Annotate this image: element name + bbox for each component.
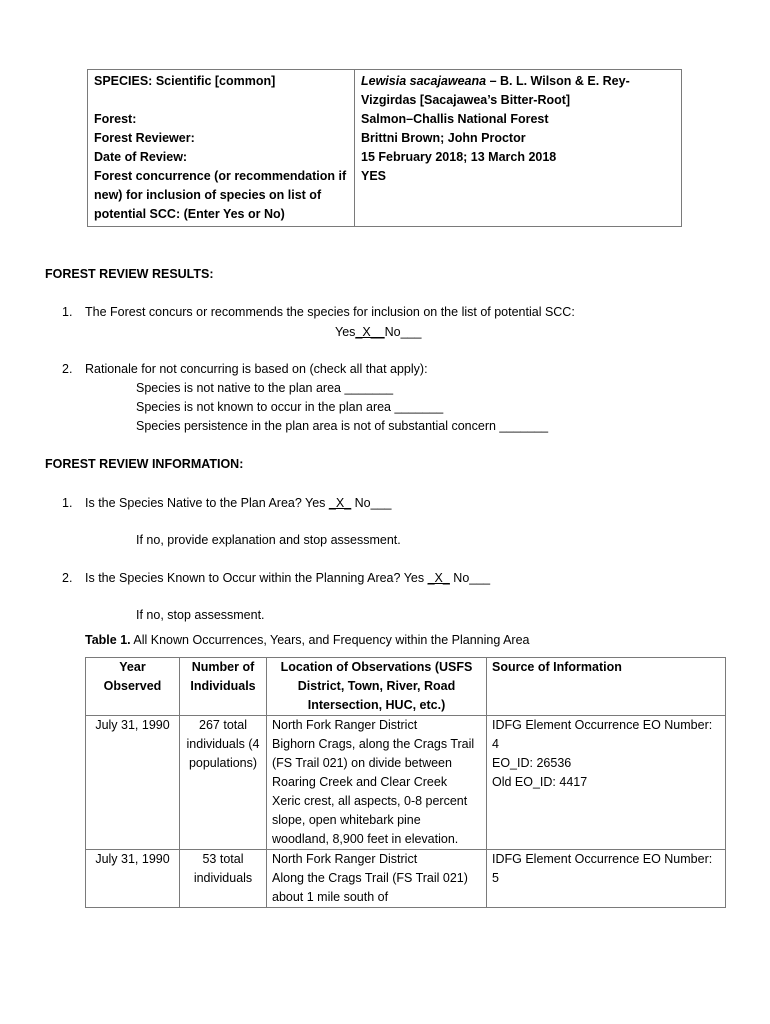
header-individuals: Number of Individuals — [180, 658, 267, 716]
yes-label: Yes — [335, 325, 356, 339]
item-number: 1. — [62, 496, 73, 510]
yes-mark: _X_ — [427, 571, 450, 585]
reviewer-value: Brittni Brown; John Proctor — [355, 129, 682, 148]
cell-source — [487, 850, 726, 908]
cell-location — [267, 850, 487, 908]
concur-statement: The Forest concurs or recommends the species for inclusion on the list of potential SCC: — [85, 305, 575, 319]
location-line: Along the Crags Trail (FS Trail 021) about 1 mile south of — [272, 871, 468, 904]
reviewer-label: Forest Reviewer: — [88, 129, 355, 148]
location-line: Xeric crest, all aspects, 0-8 percent slope, open whitebark pine woodland, 8,900 feet in elevation. — [272, 794, 468, 846]
rationale-option: Species is not known to occur in the plan area _______ — [136, 400, 444, 414]
concurrence-label: Forest concurrence (or recommendation if new) for inclusion of species on list of potential SCC: (Enter Yes or No) — [88, 167, 355, 227]
no-label: No___ — [384, 325, 422, 339]
source-line: IDFG Element Occurrence EO Number: 5 — [492, 852, 713, 885]
source-line: Old EO_ID: 4417 — [492, 775, 588, 789]
native-note: If no, provide explanation and stop assessment. — [136, 533, 401, 547]
forest-label: Forest: — [88, 110, 355, 129]
table-header-row — [86, 658, 726, 716]
occurrences-table — [85, 657, 726, 908]
header-source: Source of Information — [487, 658, 726, 716]
review-results-heading: FOREST REVIEW RESULTS: — [45, 267, 214, 281]
review-date-label: Date of Review: — [88, 148, 355, 167]
species-label: SPECIES: Scientific [common] — [88, 70, 355, 111]
table-row — [86, 716, 726, 850]
header-location: Location of Observations (USFS District, Town, River, Road Intersection, HUC, etc.) — [267, 658, 487, 716]
yes-mark: _X_ — [328, 496, 352, 510]
cell-individuals: 53 total individuals — [180, 850, 267, 908]
yes-mark: _X__ — [355, 325, 385, 339]
no-label: No___ — [351, 496, 392, 510]
source-line: EO_ID: 26536 — [492, 756, 572, 770]
review-information-heading: FOREST REVIEW INFORMATION: — [45, 457, 244, 471]
location-line: Bighorn Crags, along the Crags Trail (FS Trail 021) on divide between Roaring Creek and Clear Creek — [272, 737, 475, 789]
table-caption-text: All Known Occurrences, Years, and Frequency within the Planning Area — [130, 633, 530, 647]
concurrence-value: YES — [355, 167, 682, 227]
occurrence-question-text: Is the Species Known to Occur within the Planning Area? Yes — [85, 571, 428, 585]
review-date-value: 15 February 2018; 13 March 2018 — [355, 148, 682, 167]
item-number: 1. — [62, 305, 73, 319]
scientific-name: Lewisia sacajaweana — [361, 74, 487, 88]
no-label: No___ — [449, 571, 491, 585]
item-number: 2. — [62, 571, 73, 585]
occurrence-note: If no, stop assessment. — [136, 608, 265, 622]
item-number: 2. — [62, 362, 73, 376]
location-line: North Fork Ranger District — [272, 718, 418, 732]
species-authors: – B. L. Wilson & E. Rey-Vizgirdas [Sacajawea’s Bitter-Root] — [361, 74, 630, 107]
cell-individuals: 267 total individuals (4 populations) — [180, 716, 267, 850]
rationale-option: Species persistence in the plan area is not of substantial concern _______ — [136, 419, 549, 433]
source-line: IDFG Element Occurrence EO Number: 4 — [492, 718, 713, 751]
forest-value: Salmon–Challis National Forest — [355, 110, 682, 129]
rationale-statement: Rationale for not concurring is based on (check all that apply): — [85, 362, 428, 376]
table-row — [86, 850, 726, 908]
location-line: North Fork Ranger District — [272, 852, 418, 866]
cell-year: July 31, 1990 — [86, 716, 180, 850]
rationale-option: Species is not native to the plan area _______ — [136, 381, 394, 395]
cell-source — [487, 716, 726, 850]
cell-year: July 31, 1990 — [86, 850, 180, 908]
native-question-text: Is the Species Native to the Plan Area? Yes — [85, 496, 329, 510]
cell-location — [267, 716, 487, 850]
table-caption-label: Table 1. — [85, 633, 131, 647]
header-year: Year Observed — [86, 658, 180, 716]
